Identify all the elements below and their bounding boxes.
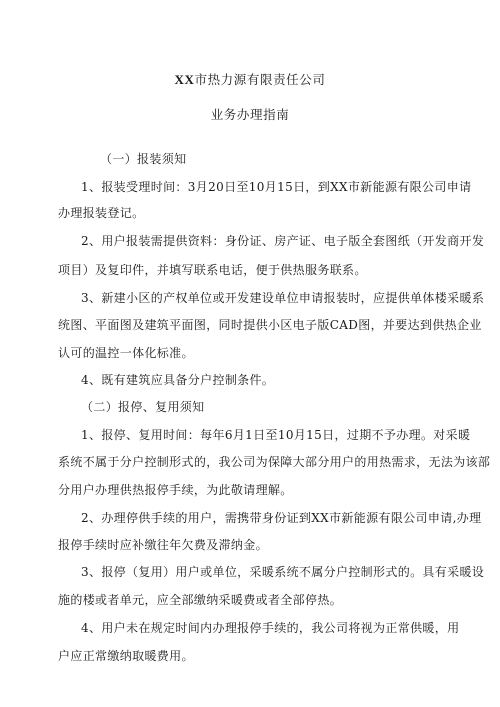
section-heading-installation: （一）报装须知 <box>100 152 187 166</box>
document-title <box>0 70 500 88</box>
title-company-name: 市热力源有限责任公司 <box>194 72 326 87</box>
paragraph-line: 户应正常缴纳取暖费用。 <box>58 649 194 663</box>
paragraph-line: 办理报装登记。 <box>58 206 145 220</box>
paragraph-line: 4、既有建筑应具备分户控制条件。 <box>81 373 275 387</box>
paragraph-line: 项目）及复印件，并填写联系电话，便于供热服务联系。 <box>58 263 367 277</box>
paragraph-line: 2、办理停供手续的用户，需携带身份证到XX市新能源有限公司申请,办理 <box>81 511 482 525</box>
paragraph-line: 认可的温控一体化标准。 <box>58 346 194 360</box>
paragraph-line: 施的楼或者单元，应全部缴纳采暖费或者全部停热。 <box>58 593 343 607</box>
paragraph-line: 报停手续时应补缴往年欠费及滞纳金。 <box>58 538 268 552</box>
paragraph-line: 4、用户未在规定时间内办理报停手续的，我公司将视为正常供暖，用 <box>81 621 460 635</box>
document-subtitle: 业务办理指南 <box>210 107 290 122</box>
paragraph-line: 2、用户报装需提供资料：身份证、房产证、电子版全套图纸（开发商开发 <box>81 234 485 248</box>
section-heading-suspension: （二）报停、复用须知 <box>81 400 205 414</box>
paragraph-line: 统图、平面图及建筑平面图，同时提供小区电子版CAD图，并要达到供热企业 <box>58 318 482 332</box>
paragraph-line: 3、新建小区的产权单位或开发建设单位申请报装时，应提供单体楼采暖系 <box>81 291 485 305</box>
title-bold-prefix: XX <box>174 72 195 87</box>
paragraph-line: 3、报停（复用）用户或单位，采暖系统不属分户控制形式的。具有采暖设 <box>81 565 485 579</box>
paragraph-line: 分用户办理供热报停手续，为此敬请理解。 <box>58 483 293 497</box>
paragraph-line: 1、报停、复用时间：每年6月1日至10月15日，过期不予办理。对采暖 <box>81 428 471 442</box>
paragraph-line: 1、报装受理时间：3月20日至10月15日，到XX市新能源有限公司申请 <box>81 180 472 194</box>
paragraph-line: 系统不属于分户控制形式的，我公司为保障大部分用户的用热需求，无法为该部 <box>58 455 491 469</box>
